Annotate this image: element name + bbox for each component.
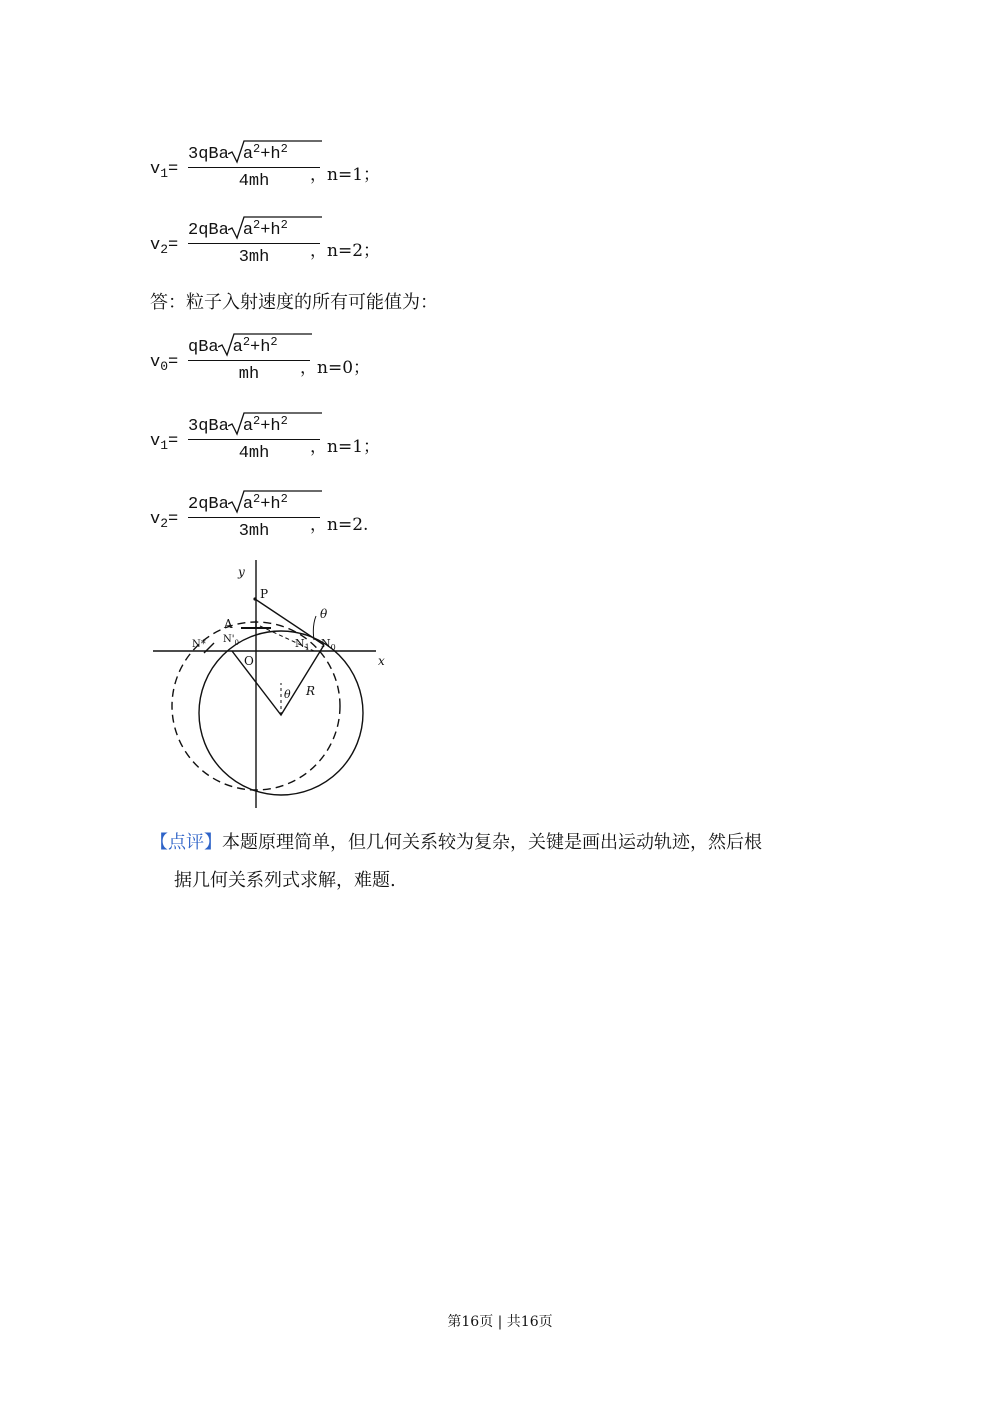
trajectory-figure <box>148 558 398 813</box>
fraction <box>188 140 320 198</box>
equation-condition: ，n=2； <box>310 241 381 261</box>
label-N-prime: $N'_0$ <box>223 634 239 647</box>
denominator: 4mh <box>238 444 270 463</box>
denominator: 3mh <box>238 522 270 541</box>
label-N0: $N_0$ <box>321 637 336 652</box>
comment-tag: 【点评】 <box>150 832 222 853</box>
label-N-star: N* <box>192 639 206 650</box>
answer-text: 答：粒子入射速度的所有可能值为： <box>150 292 438 313</box>
denominator: 3mh <box>238 248 270 267</box>
sqrt-sign <box>228 412 322 436</box>
denominator: 4mh <box>238 172 270 191</box>
label-R: R <box>306 684 316 698</box>
fraction <box>188 216 320 274</box>
numerator: 2qBa $a^2+h^2$ <box>188 218 288 240</box>
fraction <box>188 333 308 391</box>
point-P <box>253 597 256 600</box>
label-P: P <box>260 587 269 601</box>
numerator: 2qBa $a^2+h^2$ <box>188 492 288 514</box>
equation-lhs: $v_0=$ <box>150 353 179 374</box>
equation-condition: ，n=1； <box>310 165 381 185</box>
label-N1: $N_1$ <box>295 637 310 652</box>
numerator: qBa $a^2+h^2$ <box>188 335 278 357</box>
denominator: mh <box>238 365 260 384</box>
label-y: y <box>238 565 245 579</box>
numerator: 3qBa $a^2+h^2$ <box>188 142 288 164</box>
label-theta-top: θ <box>320 607 328 621</box>
equation-lhs: $v_2=$ <box>150 510 179 531</box>
sqrt-sign <box>228 140 322 164</box>
equation-lhs: $v_2=$ <box>150 236 179 257</box>
fraction-bar <box>188 167 320 168</box>
label-theta-inner: θ <box>284 688 291 701</box>
fraction-bar <box>188 243 320 244</box>
equation-condition: ，n=2. <box>310 515 369 535</box>
sqrt-sign <box>228 216 322 240</box>
page-footer: 第16页 | 共16页 <box>447 1314 553 1330</box>
label-A: A <box>224 617 233 631</box>
fraction <box>188 412 320 470</box>
numerator: 3qBa $a^2+h^2$ <box>188 414 288 436</box>
sqrt-sign <box>218 333 312 357</box>
label-x: x <box>378 654 385 668</box>
fraction-bar <box>188 439 320 440</box>
fraction-bar <box>188 517 320 518</box>
comment-line-2: 据几何关系列式求解，难题. <box>174 870 396 891</box>
theta-arrow <box>313 616 316 640</box>
comment-block <box>150 824 850 900</box>
equation-condition: ，n=0； <box>300 358 371 378</box>
equation-lhs: $v_1=$ <box>150 160 179 181</box>
fraction <box>188 490 320 548</box>
comment-text-1: 本题原理简单，但几何关系较为复杂，关键是画出运动轨迹，然后根 <box>222 832 762 853</box>
fraction-bar <box>188 360 310 361</box>
equation-condition: ，n=1； <box>310 437 381 457</box>
comment-line-1 <box>150 824 850 862</box>
label-O: O <box>244 654 254 668</box>
sqrt-sign <box>228 490 322 514</box>
equation-lhs: $v_1=$ <box>150 432 179 453</box>
